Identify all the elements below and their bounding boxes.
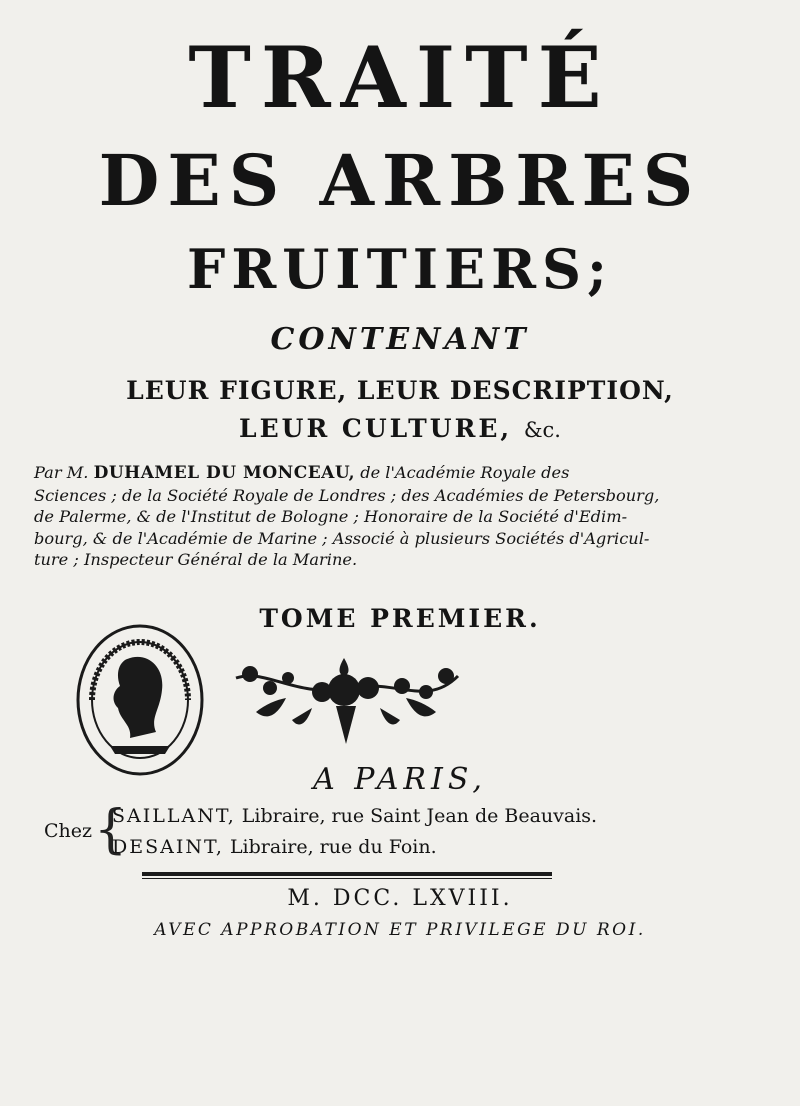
volume-label: TOME PREMIER. <box>259 604 541 633</box>
floral-ornament-icon <box>226 648 466 750</box>
imprint-date: M. DCC. LXVIII. <box>287 886 513 911</box>
author-block <box>34 462 660 571</box>
imprint-privilege: AVEC APPROBATION ET PRIVILEGE DU ROI. <box>154 920 646 940</box>
title-line-1: TRAITÉ <box>188 28 612 127</box>
author-line-3: de Palerme, & de l'Institut de Bologne ; Honoraire de la Société d'Edim- <box>34 507 628 526</box>
library-stamp-icon <box>70 620 210 780</box>
subtitle-line-2 <box>0 414 800 443</box>
subtitle-contenant: CONTENANT <box>270 322 530 357</box>
double-rule-thick <box>142 872 552 876</box>
publisher-1-address: Libraire, rue Saint Jean de Beauvais. <box>241 805 598 827</box>
subtitle-line-2-text: LEUR CULTURE, <box>239 414 513 443</box>
subtitle-etc: &c. <box>523 418 561 442</box>
author-by: Par M. <box>34 463 89 482</box>
title-line-2: DES ARBRES <box>98 139 702 222</box>
publisher-2-address: Libraire, rue du Foin. <box>229 836 437 858</box>
publisher-1-name: SAILLANT, <box>112 805 236 827</box>
imprint-city: A PARIS, <box>313 762 487 797</box>
author-name: DUHAMEL DU MONCEAU, <box>93 463 356 483</box>
imprint-chez: Chez <box>44 820 93 842</box>
author-line-2: Sciences ; de la Société Royale de Londres ; des Académies de Petersbourg, <box>34 485 660 505</box>
author-line-1 <box>34 462 652 485</box>
brace-icon: { <box>94 800 128 860</box>
publisher-2 <box>112 836 437 858</box>
author-line-1-rest: de l'Académie Royale des <box>360 463 570 482</box>
subtitle-line-1: LEUR FIGURE, LEUR DESCRIPTION, <box>126 376 674 405</box>
author-line-4: bourg, & de l'Académie de Marine ; Associé à plusieurs Sociétés d'Agricul- <box>34 528 650 548</box>
title-line-3: FRUITIERS; <box>187 237 613 301</box>
publisher-2-name: DESAINT, <box>112 836 224 858</box>
publisher-1 <box>112 805 597 827</box>
double-rule-thin <box>142 878 552 879</box>
author-line-5: ture ; Inspecteur Général de la Marine. <box>34 550 358 569</box>
